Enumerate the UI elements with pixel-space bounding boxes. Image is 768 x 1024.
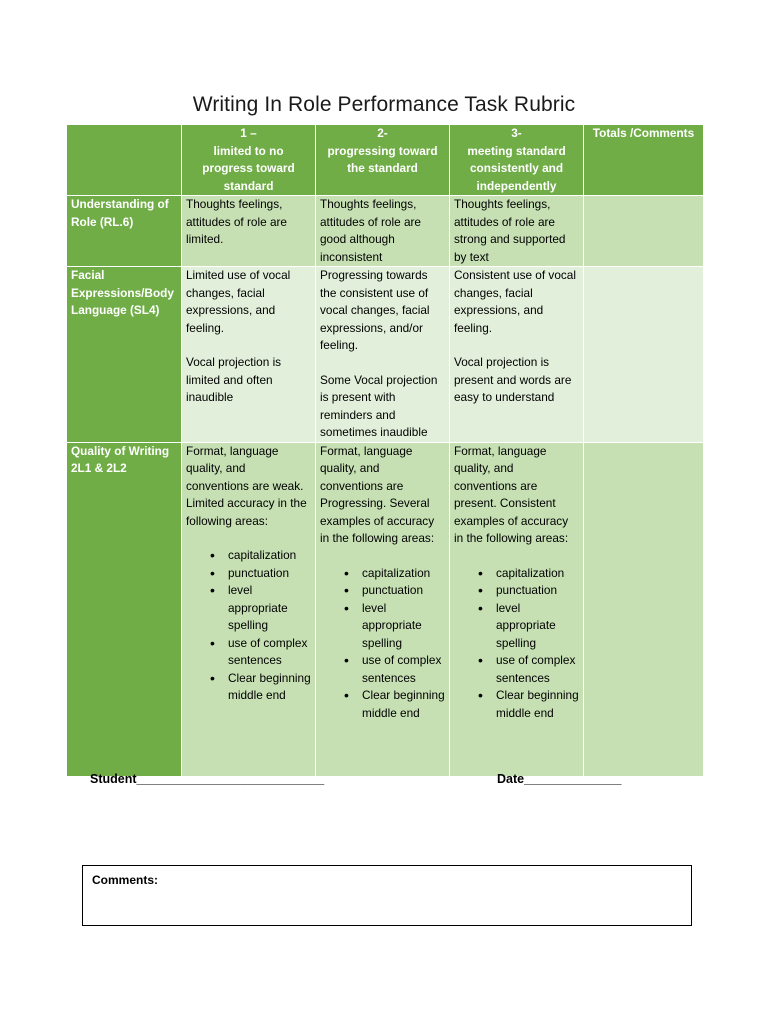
cell-text: Vocal projection is present and words are easy to understand — [454, 355, 572, 404]
cell-facial-totals — [584, 267, 704, 443]
student-line: Student___________________________ — [90, 772, 325, 786]
row-understanding — [67, 196, 704, 267]
row-label-facial — [67, 267, 182, 443]
bullet-item: • use of complex sentences — [344, 652, 445, 687]
cell-understanding-totals — [584, 196, 704, 267]
cell-text: Limited use of vocal changes, facial expressions, and feeling. — [186, 268, 291, 335]
bullet-item: • capitalization — [210, 547, 311, 565]
bullet-item: • level appropriate spelling — [344, 600, 445, 653]
cell-facial-2 — [316, 267, 450, 443]
date-line: Date______________ — [497, 772, 622, 786]
cell-text: Thoughts feelings, attitudes of role are limited. — [186, 197, 287, 246]
cell-writing-2 — [316, 442, 450, 776]
cell-writing-1 — [182, 442, 316, 776]
paragraph-gap — [454, 337, 579, 354]
bullet-item: • level appropriate spelling — [210, 582, 311, 635]
header-totals-text: Totals /Comments — [592, 126, 695, 140]
row-label-text: Quality of Writing 2L1 & 2L2 — [71, 443, 170, 475]
row-facial — [67, 267, 704, 443]
header-row — [67, 125, 704, 196]
rubric-table — [66, 124, 704, 777]
paragraph-gap — [320, 355, 445, 372]
paragraph-gap — [320, 548, 445, 565]
bullet-item: • capitalization — [478, 565, 579, 583]
bullet-item: • capitalization — [344, 565, 445, 583]
cell-writing-totals — [584, 442, 704, 776]
cell-writing-3 — [450, 442, 584, 776]
header-level-1 — [182, 125, 316, 196]
comments-box[interactable] — [82, 865, 692, 926]
bullet-item: • punctuation — [478, 582, 579, 600]
header-level-2 — [316, 125, 450, 196]
paragraph-gap — [186, 530, 311, 547]
cell-understanding-2 — [316, 196, 450, 267]
row-label-text: Facial Expressions/Body Language (SL4) — [71, 268, 174, 317]
header-level-1-text: 1 – limited to no progress toward standard — [202, 126, 295, 193]
bullet-list — [320, 565, 445, 723]
cell-text: Progressing towards the consistent use of vocal changes, facial expressions, and/or feeling. — [320, 268, 430, 352]
bullet-item: • punctuation — [344, 582, 445, 600]
row-label-text: Understanding of Role (RL.6) — [71, 197, 169, 229]
bullet-list — [454, 565, 579, 723]
header-corner — [67, 125, 182, 196]
row-writing — [67, 442, 704, 776]
row-label-understanding — [67, 196, 182, 267]
cell-facial-1 — [182, 267, 316, 443]
cell-text: Thoughts feelings, attitudes of role are strong and supported by text — [454, 197, 566, 264]
cell-text: Thoughts feelings, attitudes of role are good although inconsistent — [320, 197, 421, 264]
header-totals — [584, 125, 704, 196]
paragraph-gap — [454, 548, 579, 565]
cell-text: Vocal projection is limited and often inaudible — [186, 355, 282, 404]
bullet-item: • use of complex sentences — [478, 652, 579, 687]
cell-understanding-1 — [182, 196, 316, 267]
bullet-item: • level appropriate spelling — [478, 600, 579, 653]
cell-text: Format, language quality, and conventions are present. Consistent examples of accuracy in the following areas: — [454, 443, 569, 545]
page-title: Writing In Role Performance Task Rubric — [192, 93, 576, 116]
cell-text: Format, language quality, and conventions are weak. Limited accuracy in the following areas: — [186, 443, 307, 528]
cell-facial-3 — [450, 267, 584, 443]
row-label-writing — [67, 442, 182, 776]
bullet-item: • Clear beginning middle end — [478, 687, 579, 722]
header-level-3 — [450, 125, 584, 196]
cell-understanding-3 — [450, 196, 584, 267]
cell-text: Some Vocal projection is present with reminders and sometimes inaudible — [320, 372, 438, 439]
cell-text: Consistent use of vocal changes, facial expressions, and feeling. — [454, 268, 576, 335]
header-level-2-text: 2- progressing toward the standard — [327, 126, 438, 175]
bullet-list — [186, 547, 311, 705]
bullet-item: • punctuation — [210, 565, 311, 583]
cell-text: Format, language quality, and conventions are Progressing. Several examples of accuracy in the following areas: — [320, 443, 435, 545]
comments-label: Comments: — [92, 873, 159, 887]
bullet-item: • use of complex sentences — [210, 635, 311, 670]
paragraph-gap — [186, 337, 311, 354]
bullet-item: • Clear beginning middle end — [344, 687, 445, 722]
bullet-item: • Clear beginning middle end — [210, 670, 311, 705]
header-level-3-text: 3- meeting standard consistently and independently — [467, 126, 566, 193]
